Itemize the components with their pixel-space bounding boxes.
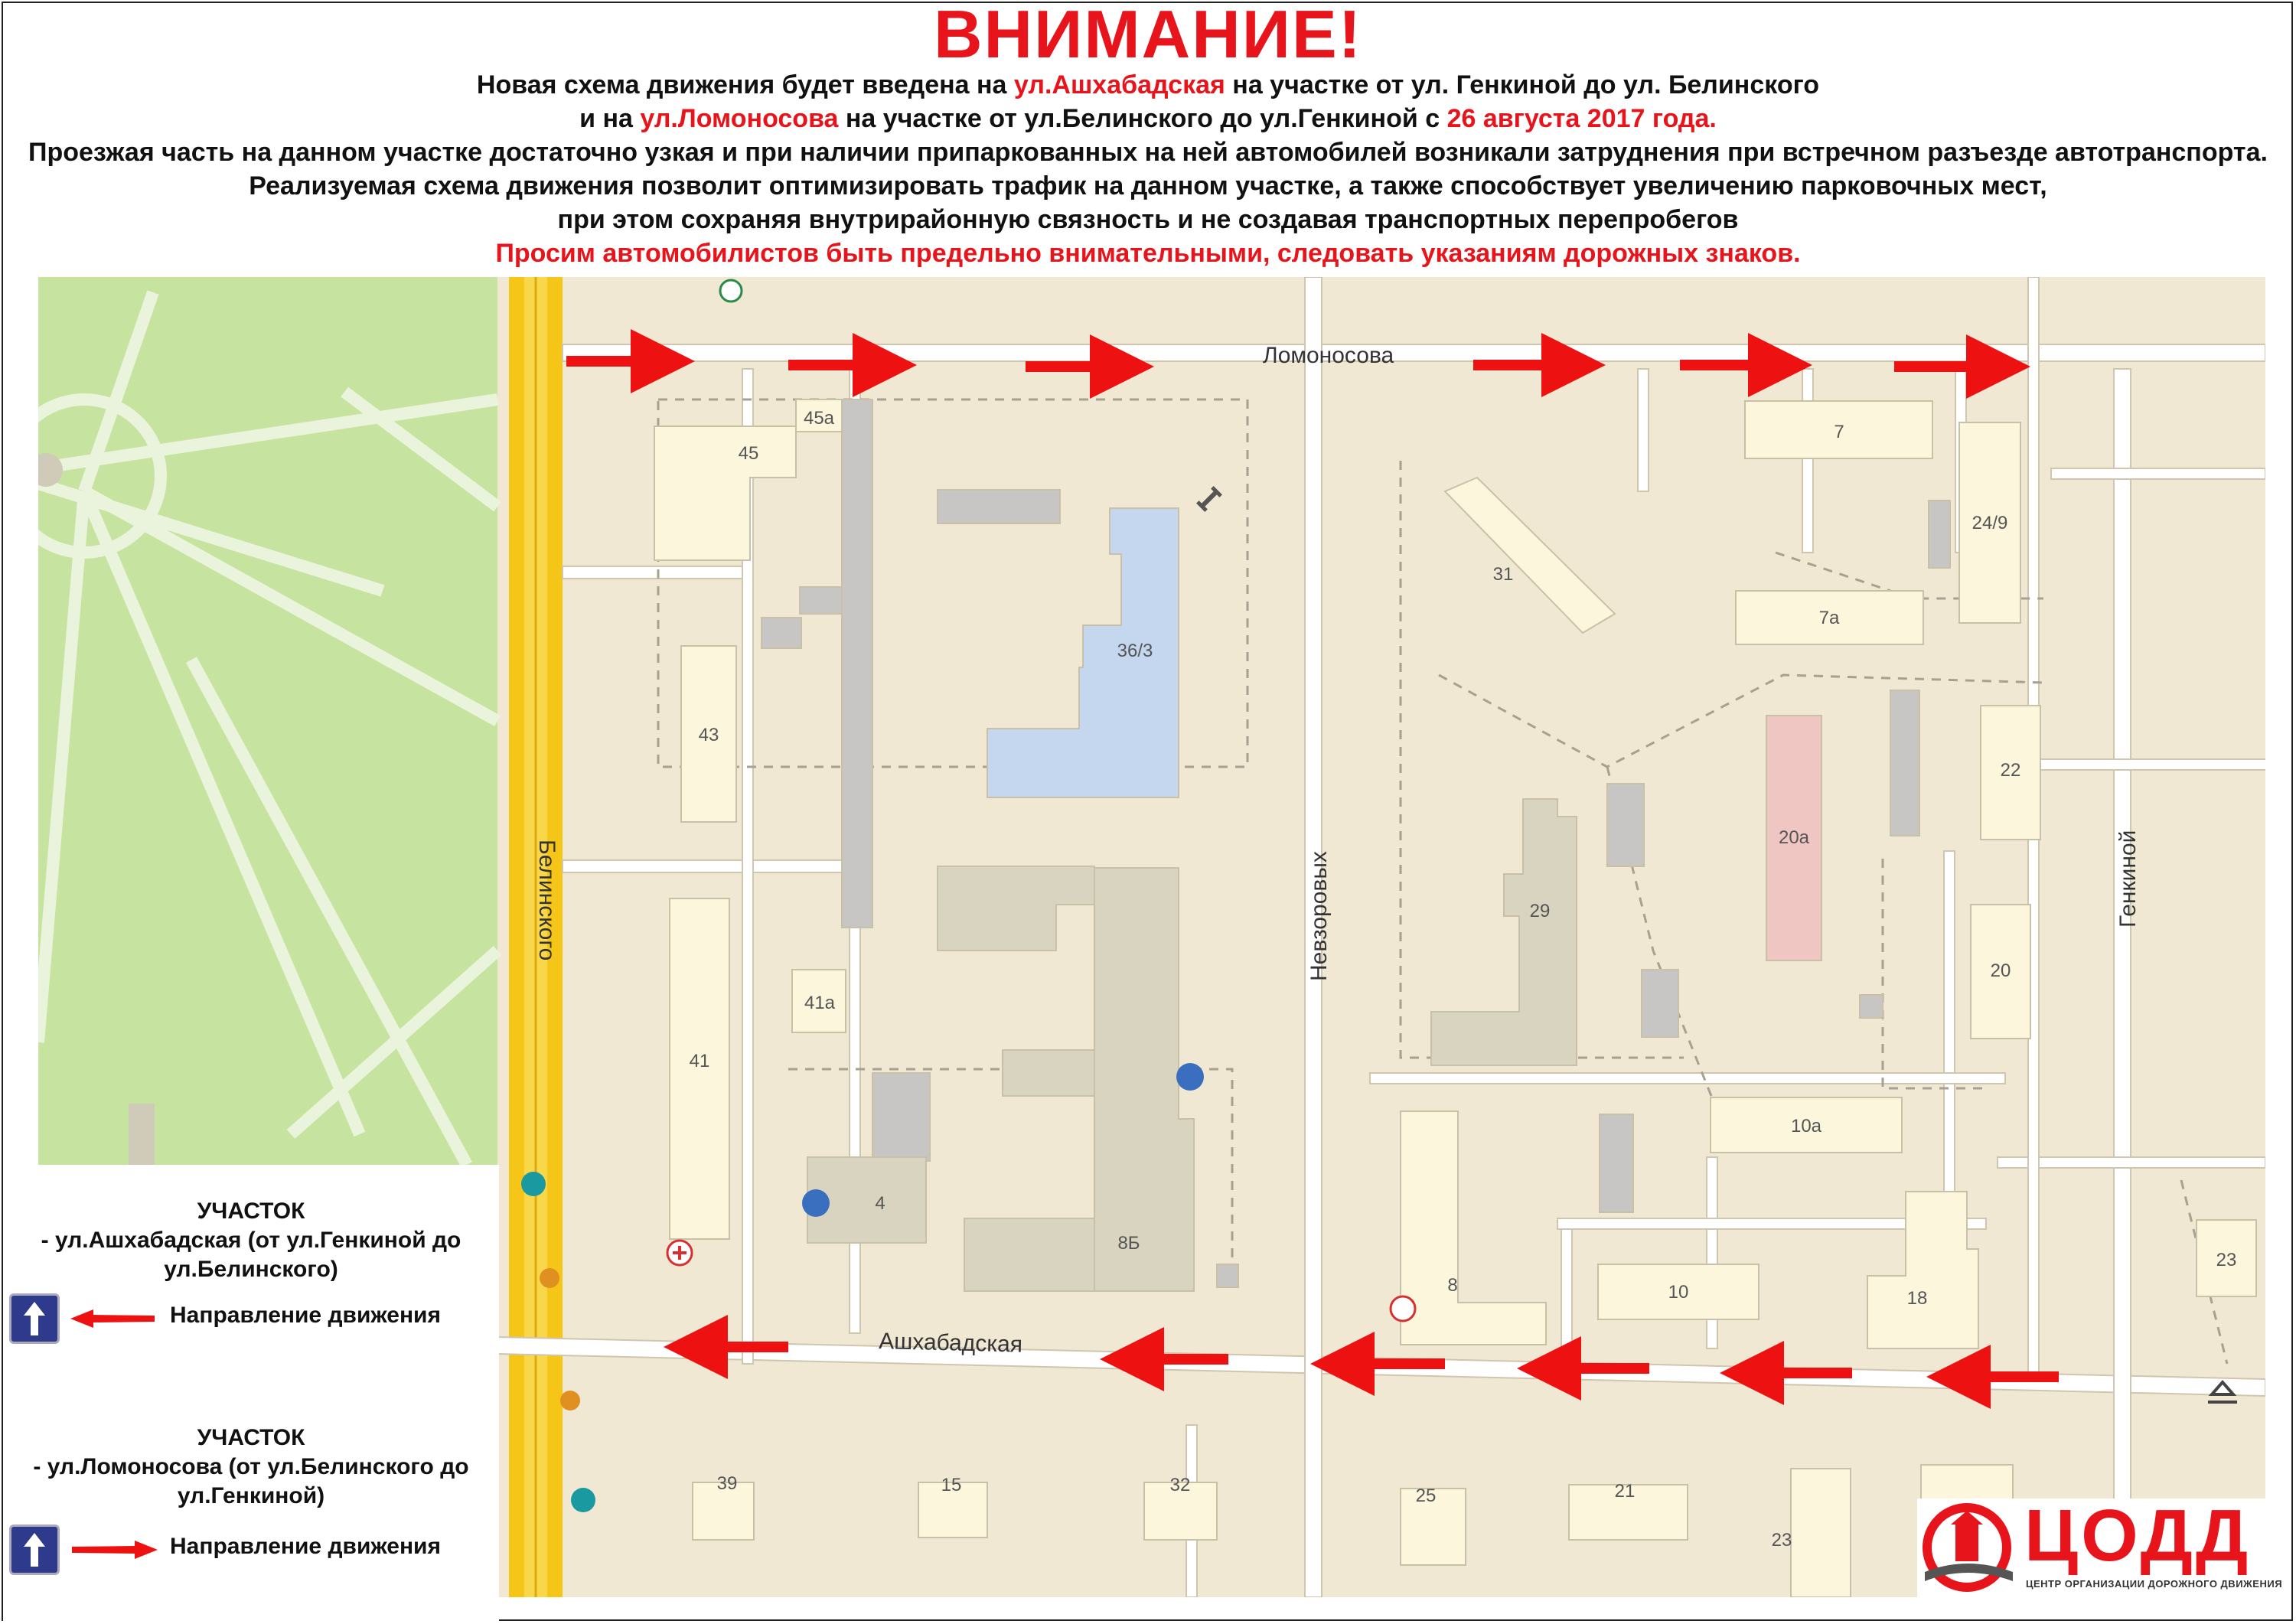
building-label: 10а: [1790, 1116, 1822, 1136]
legend-1-title-line-3: ул.Белинского): [164, 1257, 338, 1282]
building-label: 7: [1834, 422, 1844, 442]
building-label: 7а: [1818, 608, 1840, 628]
building-label: 41а: [804, 993, 836, 1013]
building-label: 20: [1990, 960, 2011, 981]
legend-1-title: [3, 1197, 499, 1284]
building-label: 8Б: [1117, 1233, 1140, 1254]
poi-green-icon: [720, 280, 742, 302]
building-23-south: [1791, 1469, 1851, 1597]
building-label: 23: [1771, 1530, 1792, 1551]
one-way-sign-icon: [9, 1293, 60, 1344]
building-label: 45: [738, 443, 759, 464]
header-line-3: Проезжая часть на данном участке достаточно узкая и при наличии припаркованных на ней автомобилей возникали затруднения при встречном разъезде автотранспорта.: [28, 138, 2268, 167]
legend-2-title-line-2: - ул.Ломоносова (от ул.Белинского до: [33, 1454, 469, 1479]
street-label-lomonosova: Ломоносова: [1263, 343, 1394, 368]
building-label: 32: [1169, 1475, 1191, 1495]
legend-2-title-line-1: УЧАСТОК: [197, 1425, 305, 1450]
building-label: 8: [1447, 1275, 1458, 1296]
legend-2-title: [3, 1423, 499, 1511]
building-label: 10: [1668, 1282, 1689, 1303]
header-line-6: Просим автомобилистов быть предельно внимательными, следовать указаниям дорожных знаков.: [495, 239, 1801, 268]
legend-1-title-line-2: - ул.Ашхабадская (от ул.Генкиной до: [41, 1228, 461, 1253]
street-label-ashkhabadskaya: Ашхабадская: [878, 1329, 1023, 1358]
street-label-nezorovyh: Невзоровых: [1306, 851, 1332, 981]
building-label: 41: [689, 1051, 710, 1071]
building-label: 31: [1492, 564, 1514, 585]
legend: [3, 1165, 499, 1621]
building-label: 20а: [1778, 827, 1810, 848]
legend-2-arrow-icon: [72, 1538, 158, 1561]
legend-1-direction-label: Направление движения: [170, 1303, 442, 1328]
header-line-5: при этом сохраняя внутрирайонную связность и не создавая транспортных перепробегов: [557, 205, 1739, 234]
building-label: 15: [941, 1475, 962, 1495]
building-label: 25: [1415, 1485, 1437, 1506]
header-line-1-text-c: на участке от ул. Генкиной до ул. Белинского: [1225, 70, 1820, 99]
genkinoy-road: [2114, 369, 2131, 1597]
building-label: 29: [1529, 901, 1551, 921]
tram-stop-icon: [540, 1268, 559, 1288]
bus-stop-icon-2: [571, 1488, 595, 1512]
header-line-2-text-c: на участке от ул.Белинского до ул.Генкиной с: [838, 104, 1447, 133]
logo-wordmark: ЦОДД: [2024, 1495, 2252, 1577]
building-label: 36/3: [1117, 641, 1153, 661]
building-label: 39: [716, 1473, 738, 1494]
lomonosova-road: [563, 344, 2265, 361]
tram-stop-icon-2: [560, 1391, 580, 1410]
legend-1-title-line-1: УЧАСТОК: [197, 1198, 305, 1224]
logo-subtitle: ЦЕНТР ОРГАНИЗАЦИИ ДОРОЖНОГО ДВИЖЕНИЯ: [2026, 1578, 2283, 1590]
building-label: 21: [1614, 1481, 1636, 1502]
building-label: 4: [875, 1193, 885, 1214]
legend-1-arrow-icon: [70, 1307, 155, 1330]
header-line-2-text-a: и на: [579, 104, 641, 133]
header-line-1-text-a: Новая схема движения будет введена на: [476, 70, 1014, 99]
header-line-1: [0, 70, 2296, 100]
header-line-2-street: ул.Ломоносова: [640, 104, 839, 133]
header-line-4: Реализуемая схема движения позволит оптимизировать трафик на данном участке, а также способствует увеличению парковочных мест,: [249, 171, 2047, 201]
building-label: 45а: [803, 408, 835, 429]
building-label: 18: [1906, 1288, 1928, 1309]
header-line-2: [0, 104, 2296, 134]
building-label: 24/9: [1971, 513, 2008, 533]
school-icon: [1176, 1063, 1204, 1091]
bus-stop-icon: [521, 1172, 546, 1196]
one-way-sign-icon: [9, 1525, 60, 1575]
header-line-1-street: ул.Ашхабадская: [1013, 70, 1225, 99]
street-label-genkinoy: Генкиной: [2115, 830, 2141, 928]
legend-2-title-line-3: ул.Генкиной): [177, 1483, 325, 1508]
park: [38, 277, 497, 1195]
codd-emblem-icon: [1917, 1502, 2017, 1595]
building-label: 23: [2216, 1250, 2237, 1270]
building-label: 22: [2000, 760, 2021, 781]
street-label-belinskogo: Белинского: [534, 840, 559, 961]
building-label: 43: [698, 725, 719, 745]
codd-logo: [1917, 1495, 2283, 1598]
page-title: ВНИМАНИЕ!: [933, 0, 1362, 72]
legend-2-direction-label: Направление движения: [170, 1534, 442, 1559]
clinic-icon: [1391, 1296, 1415, 1321]
school-icon-2: [802, 1189, 830, 1217]
header-line-2-date: 26 августа 2017 года.: [1446, 104, 1717, 133]
